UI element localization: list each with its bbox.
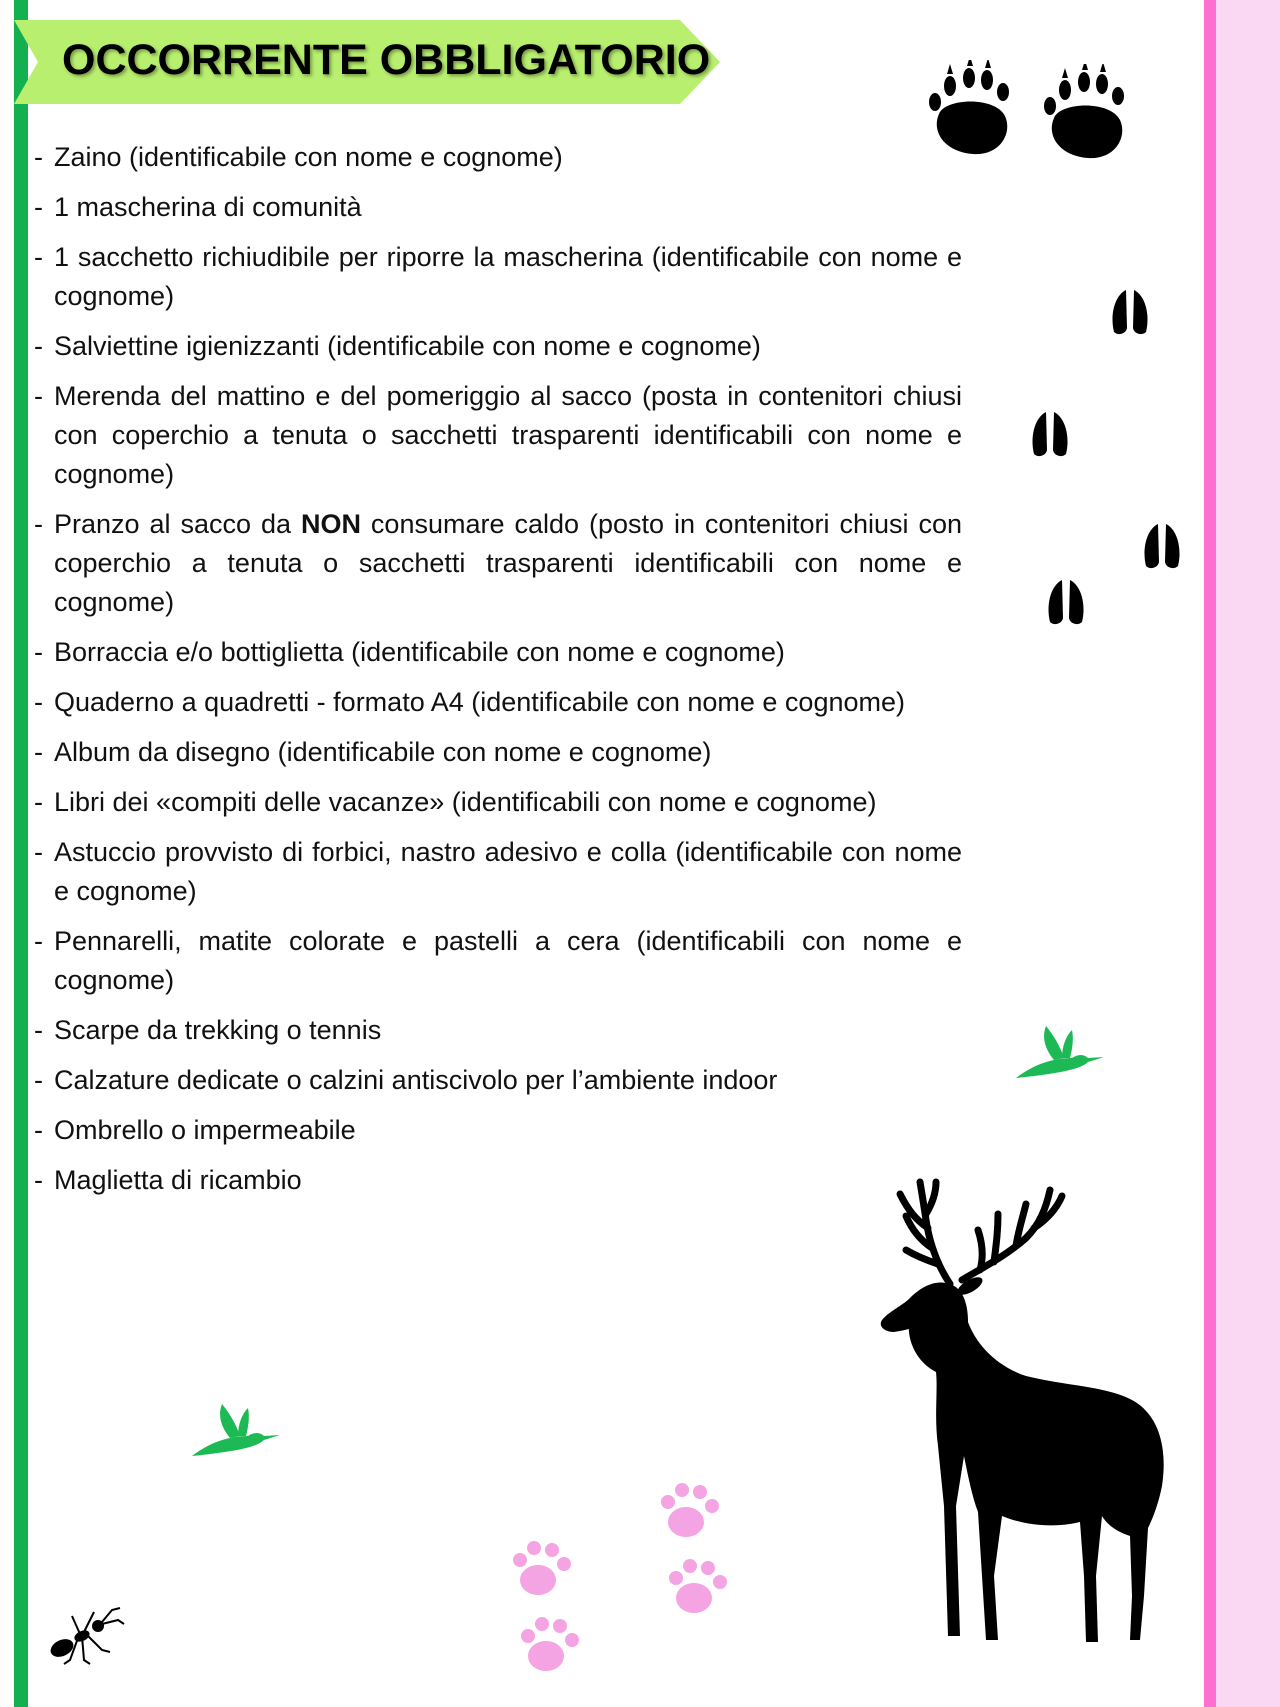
list-item xyxy=(34,238,962,316)
list-item xyxy=(34,783,962,822)
list-item xyxy=(34,505,962,622)
hummingbird-icon xyxy=(1014,1024,1106,1080)
bullet-dash: - xyxy=(34,1065,43,1095)
list-item-emphasis: NON xyxy=(300,509,361,539)
pink-paw-icon xyxy=(664,1552,734,1622)
hoof-print-icon xyxy=(1108,286,1152,338)
list-item xyxy=(34,733,962,772)
deer-silhouette xyxy=(876,1176,1176,1656)
bullet-dash: - xyxy=(34,509,43,539)
list-item-text: Album da disegno (identificabile con nome e cognome) xyxy=(54,737,712,767)
bullet-dash: - xyxy=(34,1165,43,1195)
list-item-text: Scarpe da trekking o tennis xyxy=(54,1015,382,1045)
list-item-text: 1 sacchetto richiudibile per riporre la mascherina (identificabile con nome e cognome) xyxy=(54,242,962,311)
bullet-dash: - xyxy=(34,637,43,667)
list-item-text: 1 mascherina di comunità xyxy=(54,192,362,222)
pink-paw-icon xyxy=(656,1476,726,1546)
bullet-dash: - xyxy=(34,926,43,956)
bullet-dash: - xyxy=(34,142,43,172)
list-item-text: Borraccia e/o bottiglietta (identificabile con nome e cognome) xyxy=(54,637,785,667)
bullet-dash: - xyxy=(34,837,43,867)
right-accent-stripe xyxy=(1204,0,1216,1707)
page-title: OCCORRENTE OBBLIGATORIO xyxy=(62,36,711,84)
bullet-dash: - xyxy=(34,737,43,767)
list-item-text: consumare caldo (posto in contenitori chiusi con coperchio a tenuta o sacchetti trasparenti identificabili con nome e cognome) xyxy=(54,509,962,617)
bear-paw-icon xyxy=(1040,64,1132,162)
bullet-dash: - xyxy=(34,787,43,817)
hoof-print-icon xyxy=(1140,520,1184,572)
bullet-dash: - xyxy=(34,331,43,361)
title-banner xyxy=(14,20,720,104)
list-item-text: Pennarelli, matite colorate e pastelli a cera (identificabili con nome e cognome) xyxy=(54,926,962,995)
bullet-dash: - xyxy=(34,1115,43,1145)
required-items-list xyxy=(34,138,962,1211)
list-item-text: Libri dei «compiti delle vacanze» (identificabili con nome e cognome) xyxy=(54,787,877,817)
list-item-text: Pranzo al sacco da xyxy=(54,509,301,539)
list-item xyxy=(34,138,962,177)
list-item-text: Salviettine igienizzanti (identificabile con nome e cognome) xyxy=(54,331,761,361)
list-item xyxy=(34,1011,962,1050)
hoof-print-icon xyxy=(1028,408,1072,460)
pink-paw-icon xyxy=(508,1534,578,1604)
list-item xyxy=(34,1061,962,1100)
ant-icon xyxy=(48,1600,128,1666)
bear-paw-icon xyxy=(925,60,1017,158)
list-item-text: Quaderno a quadretti - formato A4 (identificabile con nome e cognome) xyxy=(54,687,905,717)
list-item-text: Maglietta di ricambio xyxy=(54,1165,302,1195)
hummingbird-icon xyxy=(190,1402,282,1458)
list-item xyxy=(34,683,962,722)
right-side-panel xyxy=(1216,0,1280,1707)
hoof-print-icon xyxy=(1044,576,1088,628)
list-item-text: Ombrello o impermeabile xyxy=(54,1115,356,1145)
list-item xyxy=(34,1161,962,1200)
list-item xyxy=(34,377,962,494)
left-accent-bar xyxy=(14,0,28,1707)
list-item-text: Astuccio provvisto di forbici, nastro adesivo e colla (identificabile con nome e cognome) xyxy=(54,837,962,906)
list-item-text: Zaino (identificabile con nome e cognome) xyxy=(54,142,563,172)
list-item-text: Calzature dedicate o calzini antiscivolo per l’ambiente indoor xyxy=(54,1065,778,1095)
list-item xyxy=(34,327,962,366)
list-item xyxy=(34,1111,962,1150)
bullet-dash: - xyxy=(34,242,43,272)
bullet-dash: - xyxy=(34,687,43,717)
bullet-dash: - xyxy=(34,1015,43,1045)
bullet-dash: - xyxy=(34,192,43,222)
list-item xyxy=(34,633,962,672)
list-item xyxy=(34,833,962,911)
bullet-dash: - xyxy=(34,381,43,411)
list-item xyxy=(34,188,962,227)
list-item-text: Merenda del mattino e del pomeriggio al sacco (posta in contenitori chiusi con coperchio a tenuta o sacchetti trasparenti identificabili con nome e cognome) xyxy=(54,381,962,489)
pink-paw-icon xyxy=(516,1610,586,1680)
list-item xyxy=(34,922,962,1000)
